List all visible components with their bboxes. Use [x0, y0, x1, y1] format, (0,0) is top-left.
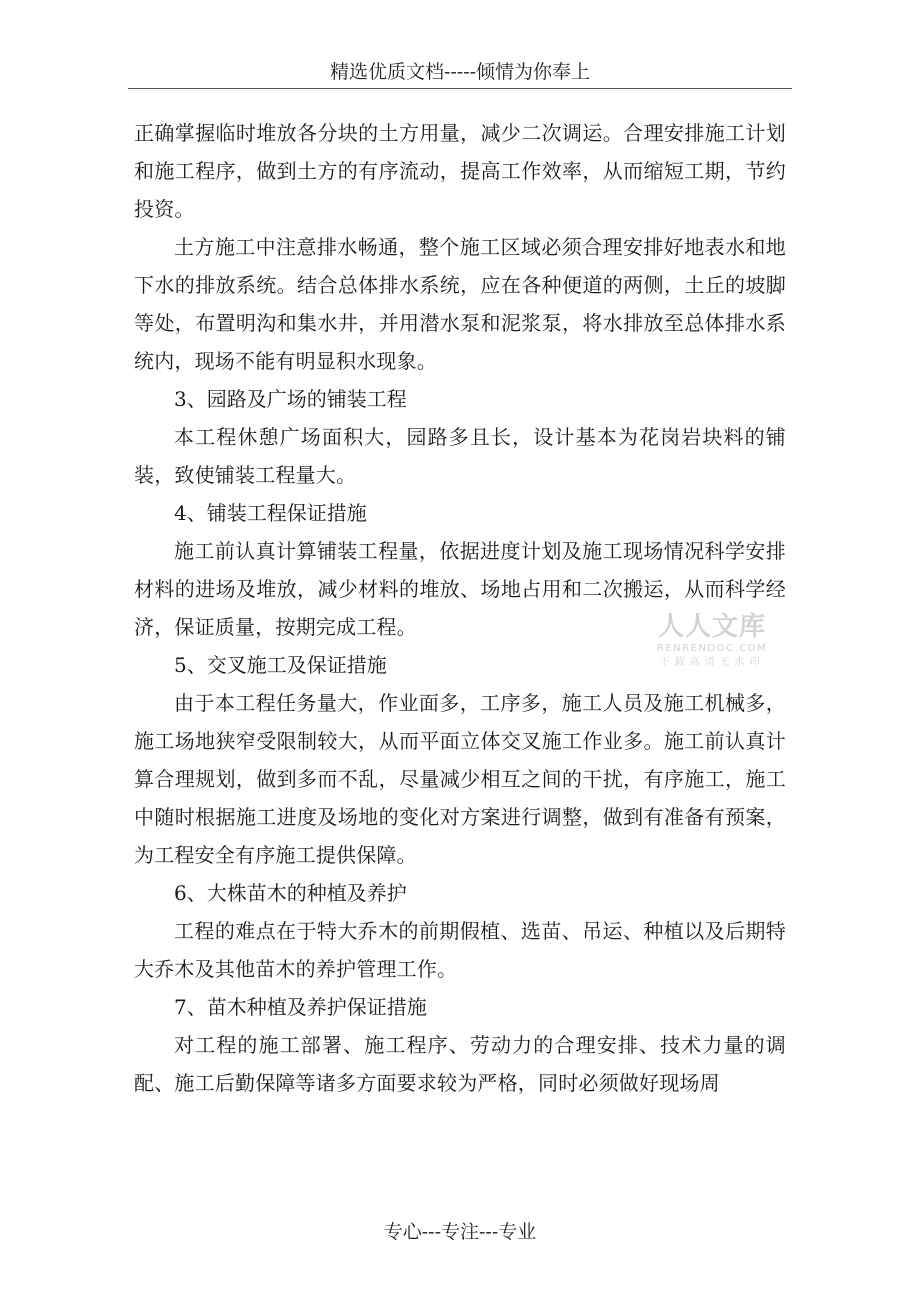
section-heading-7: 7、苗木种植及养护保证措施: [174, 995, 427, 1019]
paragraph-paving-measures: 施工前认真计算铺装工程量，依据进度计划及施工现场情况科学安排材料的进场及堆放，减少材料的堆放、场地占用和二次搬运，从而科学经济，保证质量，按期完成工程。: [134, 539, 786, 639]
section-heading-5: 5、交叉施工及保证措施: [174, 653, 387, 677]
paragraph-cross-construction: 由于本工程任务量大，作业面多，工序多，施工人员及施工机械多，施工场地狭窄受限制较大，从而平面立体交叉施工作业多。施工前认真计算合理规划，做到多而不乱，尽量减少相互之间的干扰，有序施工，施工中随时根据施工进度及场地的变化对方案进行调整，做到有准备有预案，为工程安全有序施工提供保障。: [134, 691, 786, 867]
paragraph-planting-measures: 对工程的施工部署、施工程序、劳动力的合理安排、技术力量的调配、施工后勤保障等诸多方面要求较为严格，同时必须做好现场周: [134, 1033, 786, 1095]
watermark-tagline: 下载高清无水印: [659, 657, 765, 668]
section-heading-4: 4、铺装工程保证措施: [174, 501, 367, 525]
page-header: 精选优质文档-----倾情为你奉上: [329, 61, 591, 83]
watermark-logo-text: 人人文库: [657, 612, 766, 642]
section-heading-6: 6、大株苗木的种植及养护: [174, 881, 407, 905]
watermark-logo: [646, 612, 778, 642]
paragraph-continued: 正确掌握临时堆放各分块的土方用量，减少二次调运。合理安排施工计划和施工程序，做到土方的有序流动，提高工作效率，从而缩短工期，节约投资。: [134, 121, 786, 221]
paragraph-paving-scope: 本工程休憩广场面积大，园路多且长，设计基本为花岗岩块料的铺装，致使铺装工程量大。: [134, 425, 786, 487]
watermark-domain: RENRENDOC.COM: [656, 643, 768, 654]
section-heading-3: 3、园路及广场的铺装工程: [174, 387, 407, 411]
document-body: [134, 114, 786, 1102]
header-divider: [128, 88, 792, 89]
paragraph-drainage: 土方施工中注意排水畅通，整个施工区域必须合理安排好地表水和地下水的排放系统。结合总体排水系统，应在各种便道的两侧，土丘的坡脚等处，布置明沟和集水井，并用潜水泵和泥浆泵，将水排放至总体排水系统内，现场不能有明显积水现象。: [134, 235, 786, 373]
page-footer: 专心---专注---专业: [383, 1221, 537, 1243]
watermark: [646, 612, 778, 670]
paragraph-large-trees: 工程的难点在于特大乔木的前期假植、选苗、吊运、种植以及后期特大乔木及其他苗木的养护管理工作。: [134, 919, 786, 981]
